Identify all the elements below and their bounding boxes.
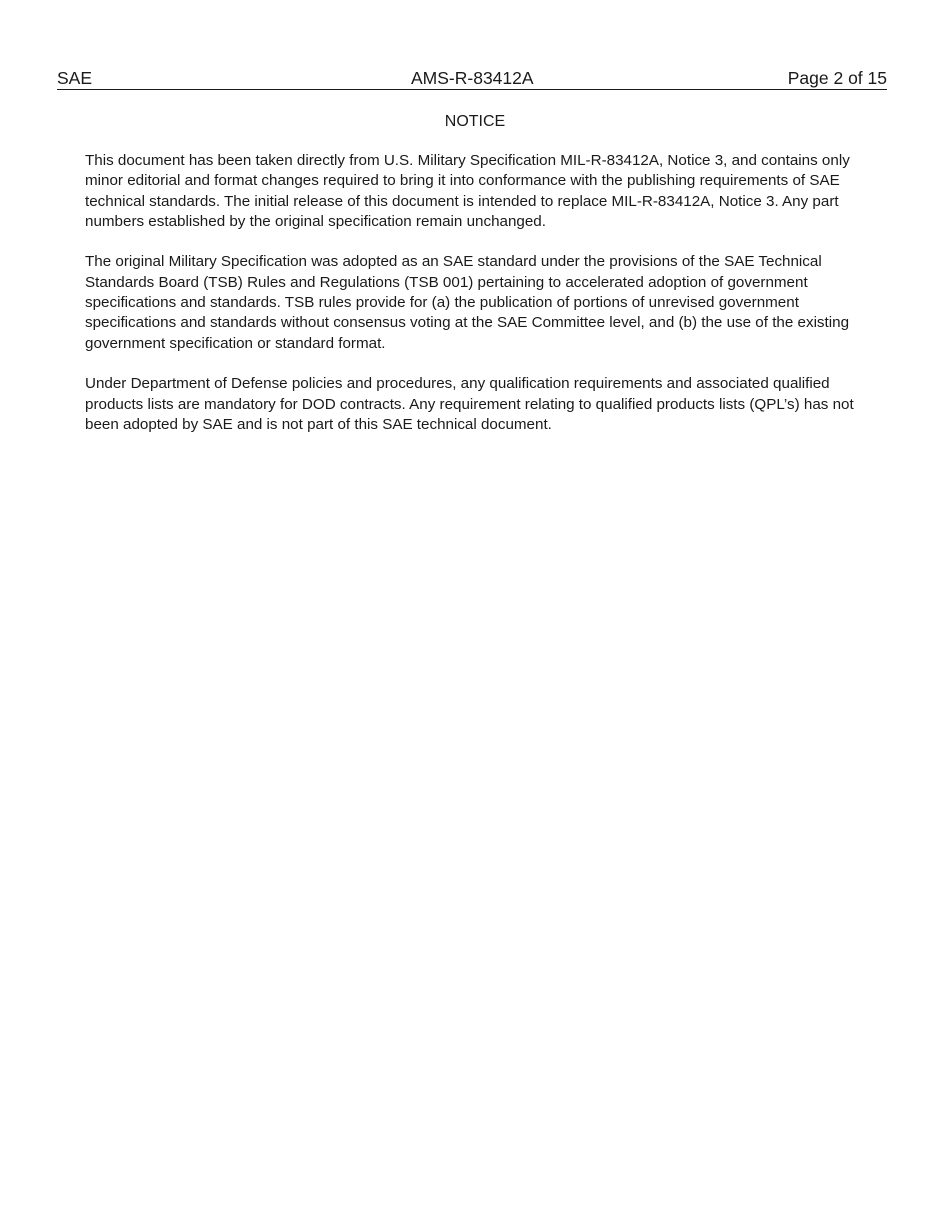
header-document-number: AMS-R-83412A: [411, 68, 534, 88]
notice-body: [85, 151, 875, 455]
page-header: [57, 67, 887, 90]
header-page-number: Page 2 of 15: [787, 68, 887, 88]
notice-paragraph: The original Military Specification was adopted as an SAE standard under the provisions of the SAE Technical Standards Board (TSB) Rules and Regulations (TSB 001) pertaining to accelerated adoption of government specifications and standards. TSB rules provide for (a) the publication of portions of unrevised government specifications and standards without consensus voting at the SAE Committee level, and (b) the use of the existing government specification or standard format.: [85, 253, 850, 352]
notice-paragraph: This document has been taken directly from U.S. Military Specification MIL-R-83412A, Notice 3, and contains only minor editorial and format changes required to bring it into conformance with the publishing requirements of SAE technical standards. The initial release of this document is intended to replace MIL-R-83412A, Notice 3. Any part numbers established by the original specification remain unchanged.: [85, 152, 850, 230]
notice-title: NOTICE: [444, 113, 506, 130]
header-organization: SAE: [57, 68, 93, 88]
notice-paragraph: Under Department of Defense policies and procedures, any qualification requirements and associated qualified products lists are mandatory for DOD contracts. Any requirement relating to qualified products lists (QPL’s) has not been adopted by SAE and is not part of this SAE technical document.: [85, 375, 854, 433]
